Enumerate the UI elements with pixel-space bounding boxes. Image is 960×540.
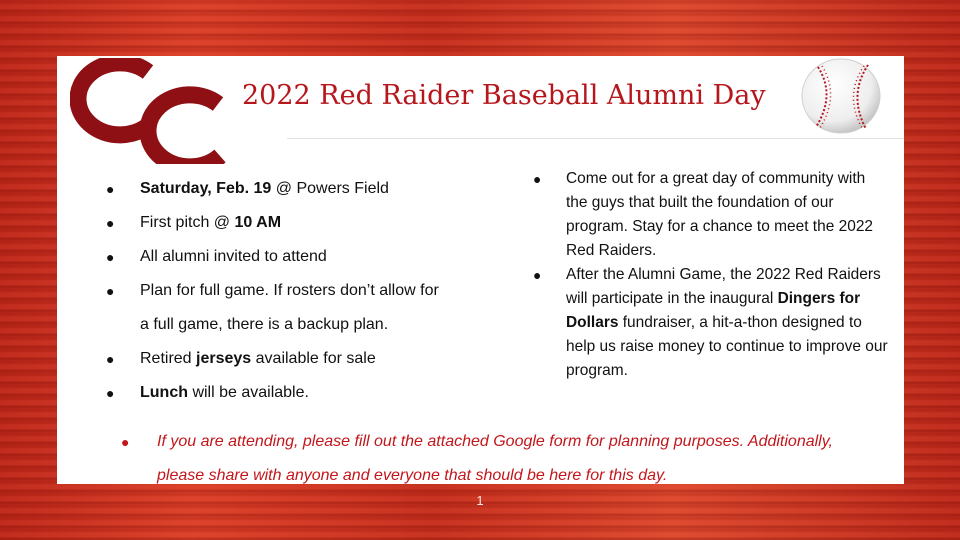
- list-item: ● After the Alumni Game, the 2022 Red Raiders will participate in the inaugural Dingers for Dollars fundraiser, a hit-a-thon designed to help us raise money to continue to improve our program.: [533, 266, 888, 379]
- attendance-note: [121, 425, 833, 493]
- list-item: ● All alumni invited to attend: [106, 248, 327, 265]
- list-item: ● Retired jerseys available for sale: [106, 350, 376, 367]
- list-item: ● First pitch @ 10 AM: [106, 214, 282, 231]
- page-title: 2022 Red Raider Baseball Alumni Day: [242, 80, 766, 111]
- list-item: ● Plan for full game. If rosters don’t allow for a full game, there is a backup plan.: [106, 282, 439, 333]
- page-number: 1: [476, 493, 484, 508]
- cc-logo: [70, 58, 240, 164]
- list-item: ● If you are attending, please fill out the attached Google form for planning purposes. Additionally, please share with anyone and everyone that should be here for this day.: [121, 433, 833, 484]
- header-divider: [287, 138, 904, 139]
- baseball-icon: [800, 57, 882, 135]
- list-item: ● Lunch will be available.: [106, 384, 309, 401]
- list-item: ● Come out for a great day of community with the guys that built the foundation of our program. Stay for a chance to meet the 2022 Red Raiders.: [533, 170, 874, 259]
- event-details-list: [106, 172, 439, 410]
- event-description-list: [533, 167, 888, 383]
- list-item: ● Saturday, Feb. 19 @ Powers Field: [106, 180, 389, 197]
